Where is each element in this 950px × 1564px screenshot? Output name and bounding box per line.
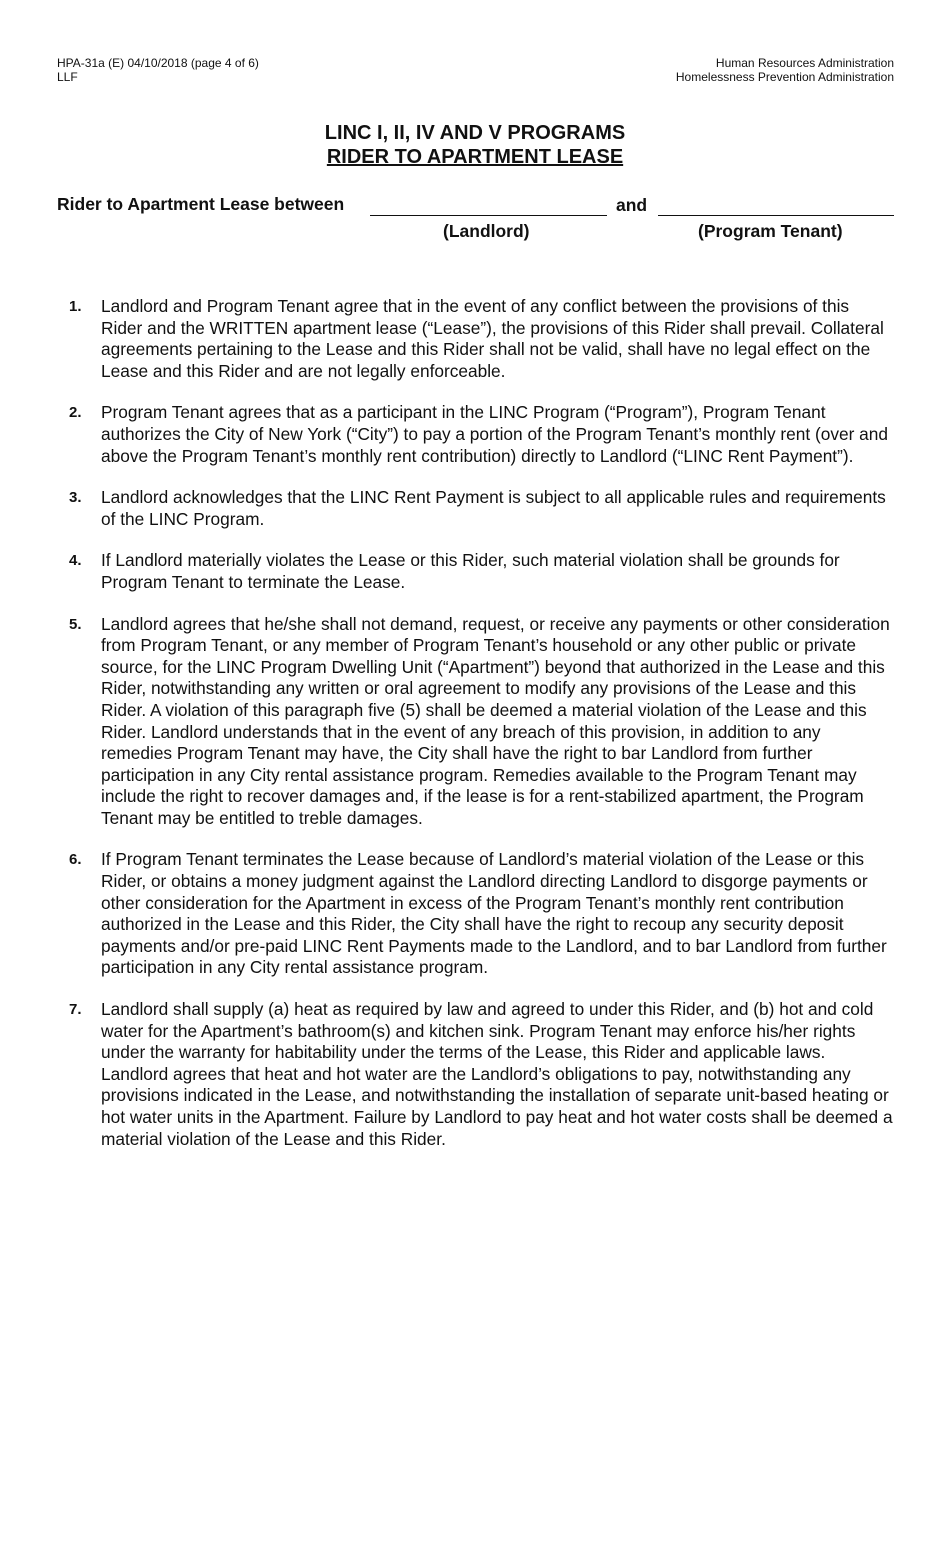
rider-and-label: and [616,195,648,215]
provision-number: 7. [69,1001,82,1019]
rider-provisions-list [0,296,950,1170]
agency-division: Homelessness Prevention Administration [675,70,894,84]
provision-text: Landlord acknowledges that the LINC Rent Payment is subject to all applicable rules and requirements of the LINC Program. [101,487,886,529]
provision-number: 5. [69,615,82,633]
agency-name: Human Resources Administration [715,56,894,70]
provision-item [0,550,950,593]
rider-intro-label: Rider to Apartment Lease between [57,194,345,214]
provision-number: 6. [69,851,82,869]
provision-number: 4. [69,552,82,570]
provision-text: Landlord shall supply (a) heat as required by law and agreed to under this Rider, and (b) hot and cold water for the Apartment’s bathroom(s) and kitchen sink. Program Tenant may enforce his/her rights under the warranty for habitability under the terms of the Lease, this Rider and applicable laws. Landlord agrees that heat and hot water are the Landlord’s obligations to pay, notwithstanding any provisions indicated in the Lease, and notwithstanding the installation of separate unit-based heating or hot water units in the Apartment. Failure by Landlord to pay heat and hot water costs shall be deemed a material violation of the Lease and this Rider. [101,999,893,1149]
form-code: LLF [57,70,78,84]
agency-header [676,56,894,84]
provision-text: If Program Tenant terminates the Lease because of Landlord’s material violation of the Lease or this Rider, or obtains a money judgment against the Landlord directing Landlord to disgorge payments or other consideration for the Apartment in excess of the Program Tenant’s monthly rent contribution authorized in the Lease and this Rider, the City shall have the right to recoup any security deposit payments and/or pre-paid LINC Rent Payments made to the Landlord, and to bar Landlord from further participation in any City rental assistance program. [101,849,887,978]
provision-item [0,614,950,830]
tenant-name-field[interactable] [658,215,894,216]
provision-item [0,296,950,382]
provision-item [0,402,950,467]
landlord-caption: (Landlord) [443,221,530,241]
provision-text: Landlord and Program Tenant agree that in the event of any conflict between the provisions of this Rider and the WRITTEN apartment lease (“Lease”), the provisions of this Rider shall prevail. Collateral agreements pertaining to the Lease and this Rider shall not be valid, shall have no legal effect on the Lease and this Rider and are not legally enforceable. [101,296,884,381]
landlord-name-field[interactable] [370,215,607,216]
provision-item [0,849,950,979]
provision-text: Landlord agrees that he/she shall not demand, request, or receive any payments or other consideration from Program Tenant, or any member of Program Tenant’s household or any other public or private source, for the LINC Program Dwelling Unit (“Apartment”) beyond that authorized in the Lease and this Rider, notwithstanding any written or oral agreement to modify any provisions of the Lease and this Rider. A violation of this paragraph five (5) shall be deemed a material violation of the Lease and this Rider. Landlord understands that in the event of any breach of this provision, in addition to any remedies Program Tenant may have, the City shall have the right to bar Landlord from further participation in any City rental assistance program. Remedies available to the Program Tenant may include the right to recover damages and, if the lease is for a rent-stabilized apartment, the Program Tenant may be entitled to treble damages. [101,613,890,828]
tenant-caption: (Program Tenant) [698,221,843,241]
rider-parties-line [57,194,894,254]
document-title-block [0,121,950,169]
provision-text: Program Tenant agrees that as a participant in the LINC Program (“Program”), Program Tenant authorizes the City of New York (“City”) to pay a portion of the Program Tenant’s monthly rent (over and above the Program Tenant’s monthly rent contribution) directly to Landlord (“LINC Rent Payment”). [101,402,888,466]
provision-text: If Landlord materially violates the Lease or this Rider, such material violation shall be grounds for Program Tenant to terminate the Lease. [101,550,840,592]
provision-number: 1. [69,298,82,315]
form-number: HPA-31a (E) 04/10/2018 (page 4 of 6) [57,56,259,70]
provision-number: 3. [69,489,82,507]
form-id-header [57,56,259,84]
provision-number: 2. [69,404,82,422]
document-title: LINC I, II, IV AND V PROGRAMS [324,122,626,144]
provision-item [0,999,950,1150]
document-subtitle: RIDER TO APARTMENT LEASE [326,146,624,168]
provision-item [0,487,950,530]
